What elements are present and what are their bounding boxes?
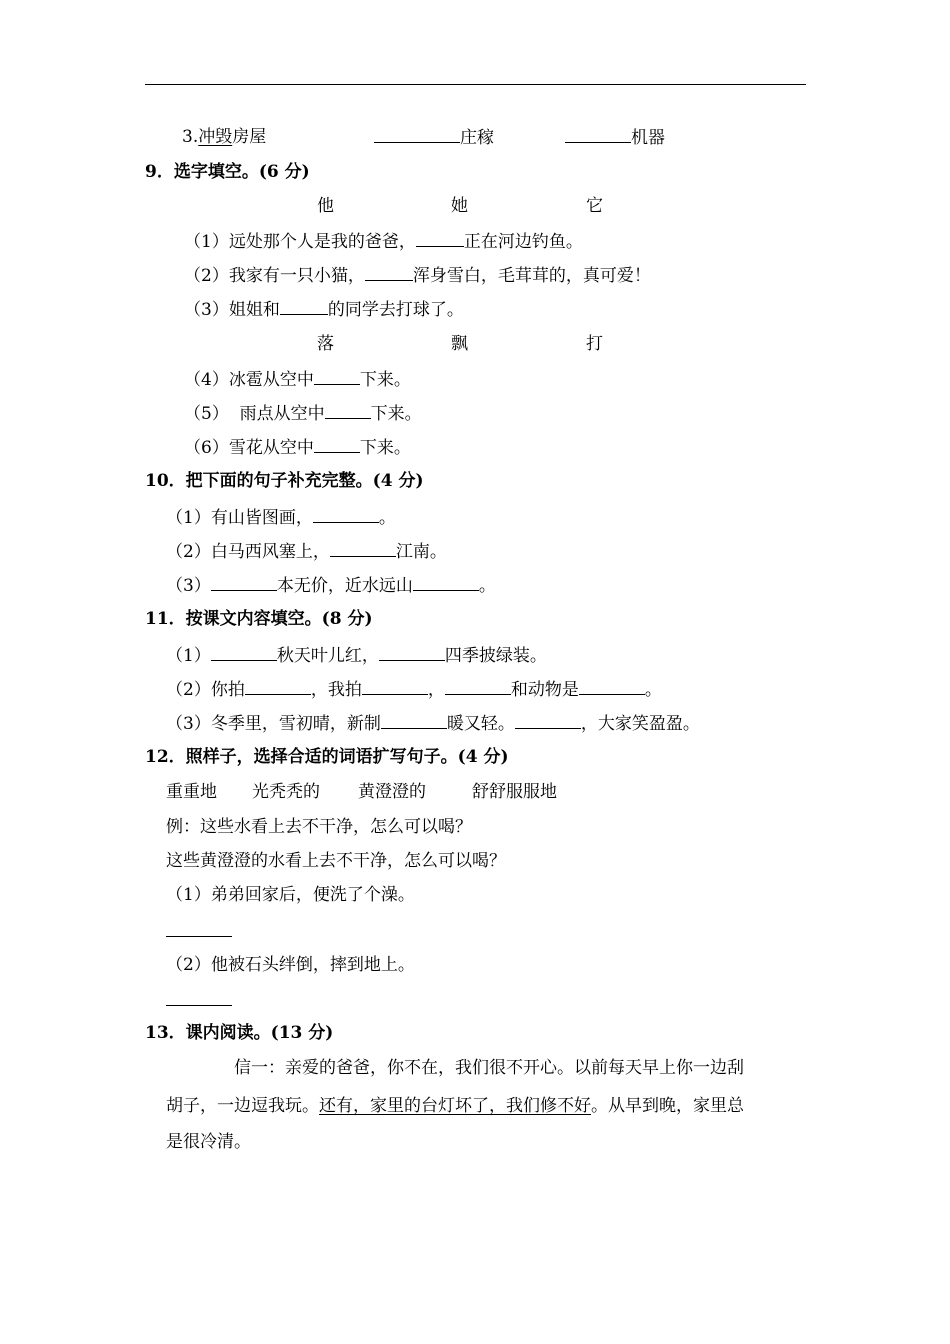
q11-title: 11．按课文内容填空。(8 分) xyxy=(145,609,373,629)
fill-blank[interactable] xyxy=(374,126,460,143)
q13-para-line-3: 是很冷清。 xyxy=(166,1132,251,1152)
q13-title: 13．课内阅读。(13 分) xyxy=(145,1023,334,1043)
fill-blank[interactable] xyxy=(211,644,277,661)
q9-item-6-pre: （6）雪花从空中 xyxy=(184,438,314,458)
q11-line-2 xyxy=(166,678,662,701)
fill-blank[interactable] xyxy=(314,368,360,385)
fill-blank[interactable] xyxy=(280,298,328,315)
q8-word-underlined: 冲毁 xyxy=(198,127,233,147)
fill-blank[interactable] xyxy=(445,678,511,695)
q10-title: 10．把下面的句子补充完整。(4 分) xyxy=(145,471,424,491)
q11-l1-post: 四季披绿装。 xyxy=(444,646,547,666)
q9-item-2-post: 浑身雪白，毛茸茸的，真可爱！ xyxy=(412,266,651,286)
q10-l3-post: 。 xyxy=(478,576,496,596)
q12-answer-line-2[interactable] xyxy=(166,1005,232,1006)
q13-p2-post: 。从早到晚，家里总 xyxy=(591,1096,744,1116)
q9-item-4-post: 下来。 xyxy=(359,370,411,390)
q9-choice-6: 打 xyxy=(586,334,603,354)
q11-l1-pre: （1） xyxy=(166,646,211,666)
q11-l3-pre: （3）冬季里，雪初晴，新制 xyxy=(166,714,381,734)
q10-l1-pre: （1）有山皆图画， xyxy=(166,508,313,528)
q10-l3-pre: （3） xyxy=(166,576,211,596)
q12-answer-line-1[interactable] xyxy=(166,936,232,937)
q12-word-3: 黄澄澄的 xyxy=(358,782,426,802)
fill-blank[interactable] xyxy=(381,712,447,729)
q11-l2-post: 。 xyxy=(644,680,662,700)
q12-word-1: 重重地 xyxy=(166,782,217,802)
fill-blank[interactable] xyxy=(565,126,631,143)
q13-para-line-2 xyxy=(166,1095,744,1117)
q11-l3-mid: 暖又轻。 xyxy=(446,714,515,734)
q8-item-2 xyxy=(374,126,494,149)
header-rule xyxy=(145,84,806,85)
q8-line-3 xyxy=(182,126,266,148)
q12-example: 例：这些水看上去不干净，怎么可以喝？ xyxy=(166,817,472,837)
fill-blank[interactable] xyxy=(330,540,396,557)
q9-item-2-pre: （2）我家有一只小猫， xyxy=(184,266,365,286)
q9-item-5-post: 下来。 xyxy=(370,404,422,424)
q11-l2-b: ， xyxy=(427,680,445,700)
q9-item-3-pre: （3）姐姐和 xyxy=(184,300,280,320)
q8-w3: 机器 xyxy=(631,128,665,148)
q12-word-4: 舒舒服服地 xyxy=(472,782,557,802)
q9-item-6 xyxy=(184,436,411,459)
q8-word1-rest: 房屋 xyxy=(232,127,267,147)
q11-l3-post: ，大家笑盈盈。 xyxy=(580,714,700,734)
q12-word-2: 光秃秃的 xyxy=(252,782,320,802)
q9-item-4 xyxy=(184,368,411,391)
fill-blank[interactable] xyxy=(325,402,371,419)
q9-item-5-pre: （5） 雨点从空中 xyxy=(184,404,325,424)
q10-line-2 xyxy=(166,540,447,563)
fill-blank[interactable] xyxy=(416,230,464,247)
q10-line-3 xyxy=(166,574,496,597)
q9-choice-4: 落 xyxy=(317,334,334,354)
q11-l2-pre: （2）你拍 xyxy=(166,680,245,700)
q11-line-1 xyxy=(166,644,547,667)
q8-item-3 xyxy=(565,126,665,149)
q9-title: 9．选字填空。(6 分) xyxy=(145,162,310,182)
q13-underlined-sentence: 还有，家里的台灯坏了，我们修不好 xyxy=(319,1096,591,1116)
fill-blank[interactable] xyxy=(365,264,413,281)
q12-item-1: （1）弟弟回家后，便洗了个澡。 xyxy=(166,885,415,905)
q8-num: 3. xyxy=(182,127,199,147)
q9-item-3 xyxy=(184,298,464,321)
q11-line-3 xyxy=(166,712,700,735)
q11-l2-c: 和动物是 xyxy=(510,680,579,700)
q9-item-1 xyxy=(184,230,583,253)
q9-choice-1: 他 xyxy=(317,196,334,216)
q12-item-2: （2）他被石头绊倒，摔到地上。 xyxy=(166,955,415,975)
q10-l2-post: 江南。 xyxy=(395,542,447,562)
q9-item-1-post: 正在河边钓鱼。 xyxy=(463,232,583,252)
q9-item-4-pre: （4）冰雹从空中 xyxy=(184,370,314,390)
q9-item-2 xyxy=(184,264,651,287)
fill-blank[interactable] xyxy=(379,644,445,661)
q10-l2-pre: （2）白马西风塞上， xyxy=(166,542,330,562)
q9-choice-2: 她 xyxy=(451,196,468,216)
fill-blank[interactable] xyxy=(313,506,379,523)
fill-blank[interactable] xyxy=(314,436,360,453)
fill-blank[interactable] xyxy=(245,678,311,695)
fill-blank[interactable] xyxy=(579,678,645,695)
q10-l3-mid: 本无价，近水远山 xyxy=(276,576,413,596)
q9-item-5 xyxy=(184,402,422,425)
q9-choice-3: 它 xyxy=(586,196,603,216)
q9-item-3-post: 的同学去打球了。 xyxy=(327,300,464,320)
q10-l1-post: 。 xyxy=(378,508,396,528)
q12-example-answer: 这些黄澄澄的水看上去不干净，怎么可以喝？ xyxy=(166,851,506,871)
q10-line-1 xyxy=(166,506,396,529)
q12-title: 12．照样子，选择合适的词语扩写句子。(4 分) xyxy=(145,747,509,767)
q11-l2-a: ，我拍 xyxy=(310,680,362,700)
q13-p2-pre: 胡子，一边逗我玩。 xyxy=(166,1096,319,1116)
q11-l1-mid: 秋天叶儿红， xyxy=(276,646,379,666)
fill-blank[interactable] xyxy=(413,574,479,591)
q9-item-6-post: 下来。 xyxy=(359,438,411,458)
fill-blank[interactable] xyxy=(515,712,581,729)
q9-item-1-pre: （1）远处那个人是我的爸爸， xyxy=(184,232,416,252)
fill-blank[interactable] xyxy=(362,678,428,695)
q9-choice-5: 飘 xyxy=(451,334,468,354)
fill-blank[interactable] xyxy=(211,574,277,591)
q8-w2: 庄稼 xyxy=(460,128,494,148)
q13-para-line-1: 信一：亲爱的爸爸，你不在，我们很不开心。以前每天早上你一边刮 xyxy=(234,1058,744,1078)
